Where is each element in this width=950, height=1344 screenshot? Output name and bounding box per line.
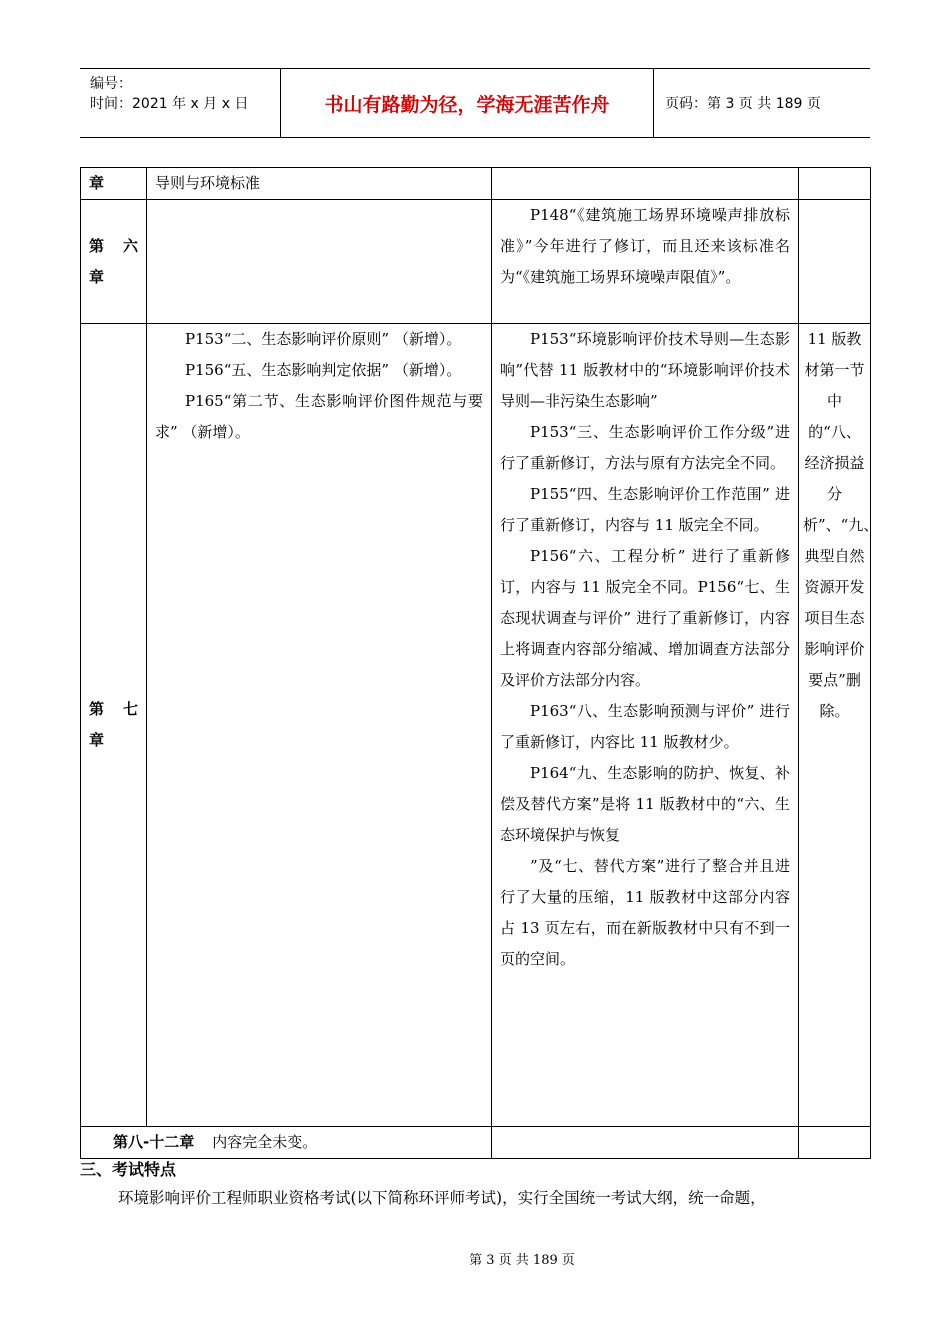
cell-paragraph: P153“环境影响评价技术导则—生态影响”代替 11 版教材中的“环境影响评价技术导则—非污染生态影响” — [500, 330, 790, 410]
time-label: 时间：2021 年 x 月 x 日 — [90, 96, 249, 112]
header-meta — [80, 69, 280, 137]
section-heading: 三、考试特点 — [80, 1160, 177, 1179]
new-content-cell: 导则与环境标准 — [147, 168, 492, 200]
header-page-label: 页码：第 3 页 共 189 页 — [665, 96, 821, 112]
table-row — [81, 168, 871, 200]
page-footer — [0, 1249, 950, 1268]
header-motto: 书山有路勤为径，学海无涯苦作舟 — [280, 69, 654, 137]
deleted-content-cell: 11 版教材第一节中的“八、经济损益分析”、“九、典型自然资源开发项目生态影响评价要点”删除。 — [799, 324, 871, 1127]
cell-paragraph: P164“九、生态影响的防护、恢复、补偿及替代方案”是将 11 版教材中的“六、生态环境保护与恢复 — [500, 764, 790, 844]
chapter-range-cell — [81, 1127, 492, 1159]
cell-paragraph: P153“二、生态影响评价原则” （新增）。 — [185, 330, 462, 348]
deleted-content-cell — [799, 200, 871, 324]
revised-content-cell — [492, 324, 799, 1127]
cell-paragraph: P156“五、生态影响判定依据” （新增）。 — [185, 361, 462, 379]
cell-paragraph: P165“第二节、生态影响评价图件规范与要求” （新增）。 — [155, 392, 483, 441]
revised-content-cell — [492, 200, 799, 324]
cell-paragraph: P153“三、生态影响评价工作分级”进行了重新修订，方法与原有方法完全不同。 — [500, 423, 790, 472]
changes-table — [80, 167, 879, 1159]
number-label: 编号： — [90, 76, 132, 92]
cell-paragraph: P163“八、生态影响预测与评价” 进行了重新修订，内容比 11 版教材少。 — [500, 702, 790, 751]
cell-paragraph: P155“四、生态影响评价工作范围” 进行了重新修订，内容与 11 版完全不同。 — [500, 485, 790, 534]
table-row — [81, 324, 871, 1127]
page-header — [80, 68, 870, 138]
chapter-cell: 第 六 章 — [81, 200, 147, 324]
chapter-cell: 章 — [81, 168, 147, 200]
cell-paragraph: P148“《建筑施工场界环境噪声排放标准》”今年进行了修订，而且还来该标准名为“《建筑施工场界环境噪声限值》”。 — [500, 206, 790, 286]
new-content-cell — [147, 200, 492, 324]
chapter-cell: 第 七 章 — [81, 324, 147, 1127]
revised-content-cell — [492, 168, 799, 200]
section-text: 环境影响评价工程师职业资格考试(以下简称环评师考试)，实行全国统一考试大纲，统一命题， — [118, 1189, 766, 1207]
table-row — [81, 200, 871, 324]
deleted-content-cell — [799, 168, 871, 200]
cell-paragraph: ”及“七、替代方案”进行了整合并且进行了大量的压缩，11 版教材中这部分内容占 13 页左右，而在新版教材中只有不到一页的空间。 — [500, 857, 790, 968]
footer-page-number: 第 3 页 共 189 页 — [469, 1253, 575, 1268]
cell-paragraph: P156“六、工程分析” 进行了重新修订，内容与 11 版完全不同。P156“七、生态现状调查与评价” 进行了重新修订，内容上将调查内容部分缩减、增加调查方法部分及评价方法部分内容。 — [500, 547, 790, 689]
new-content-cell — [147, 324, 492, 1127]
revised-content-cell — [492, 1127, 799, 1159]
chapter-range-label: 第八-十二章 — [113, 1133, 195, 1151]
deleted-content-cell — [799, 1127, 871, 1159]
chapter-range-text: 内容完全未变。 — [212, 1133, 318, 1151]
table-row — [81, 1127, 871, 1159]
